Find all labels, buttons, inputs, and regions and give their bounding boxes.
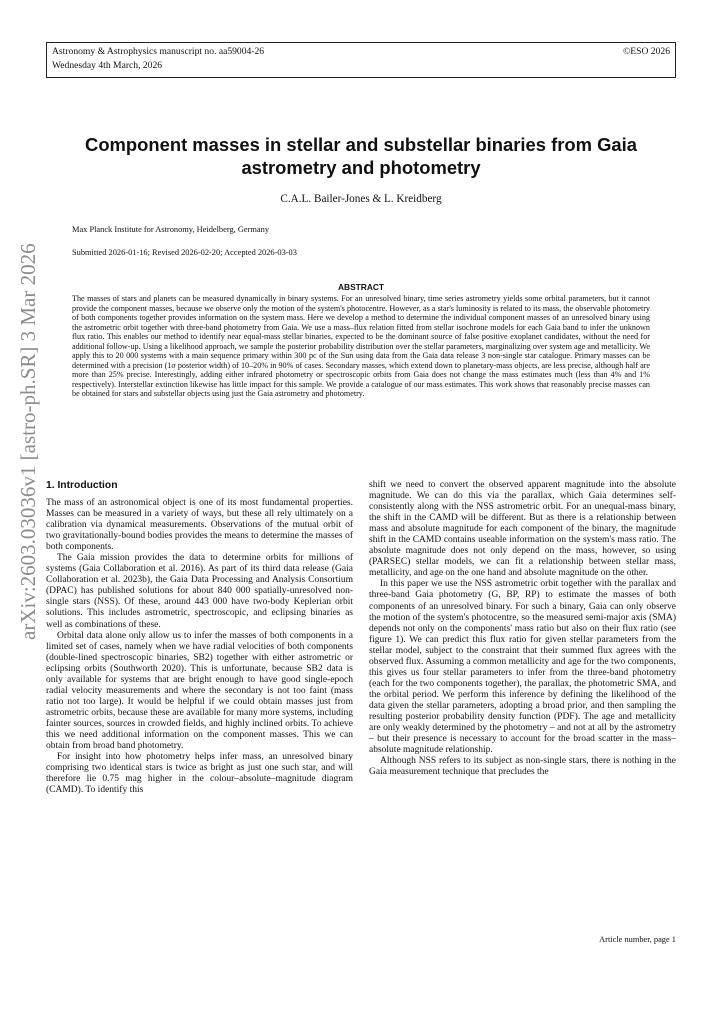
paragraph: For insight into how photometry helps infer mass, an unresolved binary comprising two identical stars is twice as bright as just one such star, and will therefore lie 0.75 mag higher in the colour–absolute–magnitude diagram (CAMD). To identify this xyxy=(46,752,353,796)
running-header xyxy=(46,42,676,78)
paragraph: In this paper we use the NSS astrometric orbit together with the parallax and three-band Gaia photometry (G, BP, RP) to estimate the masses of both components of an unresolved binary. For such a binary, Gaia can only observe the motion of the system's photocentre, so the measured semi-major axis (SMA) depends not only on the components' mass ratio but also on their flux ratio (see figure 1). We can predict this flux ratio for given stellar parameters from the stellar model, subject to the constraint that their summed flux agrees with the observed flux. Assuming a common metallicity and age for the two components, this gives us four stellar parameters to infer from the three-band photometry (each for the two components together), the parallax, the photometric SMA, and the orbital period. We perform this inference by defining the likelihood of the data given the stellar parameters, adopting a broad prior, and then sampling the resulting posterior probability density function (PDF). The age and metallicity are only weakly determined by the photometry – and not at all by the astrometry – but their presence is necessary to account for the broad scatter in the mass–absolute magnitude relationship. xyxy=(369,579,676,756)
submission-dates: Submitted 2026-01-16; Revised 2026-02-20; Accepted 2026-03-03 xyxy=(72,248,297,257)
paragraph: shift we need to convert the observed apparent magnitude into the absolute magnitude. We can do this via the parallax, which Gaia determines self-consistently along with the NSS astrometric orbit. For an unequal-mass binary, the shift in the CAMD will be different. But as there is a relationship between mass and absolute magnitude for each component of the binary, the magnitude shift in the CAMD contains useable information on the system's mass ratio. The absolute magnitude does not only depend on the mass, however, so using (PARSEC) stellar models, we can fit a relationship between stellar mass, metallicity, and age on the one hand and absolute magnitude on the other. xyxy=(369,480,676,579)
manuscript-line: Astronomy & Astrophysics manuscript no. aa59004-26 xyxy=(52,46,265,57)
page-footer: Article number, page 1 xyxy=(599,935,676,944)
authors: C.A.L. Bailer-Jones & L. Kreidberg xyxy=(280,193,442,205)
affiliation: Max Planck Institute for Astronomy, Heidelberg, Germany xyxy=(72,225,270,234)
left-column xyxy=(46,480,353,796)
paragraph: Although NSS refers to its subject as non-single stars, there is nothing in the Gaia measurement technique that precludes the xyxy=(369,756,676,778)
paper-title: Component masses in stellar and substellar binaries from Gaia astrometry and photometry xyxy=(85,134,637,178)
paragraph: The Gaia mission provides the data to determine orbits for millions of systems (Gaia Collaboration et al. 2016). As part of its third data release (Gaia Collaboration et al. 2023b), the Gaia Data Processing and Analysis Consortium (DPAC) has published solutions for about 840 000 spatially-unresolved non-single stars (NSS). Of these, around 443 000 have two-body Keplerian orbit solutions. This includes astrometric, spectroscopic, and eclipsing binaries as well as combinations of these. xyxy=(46,553,353,630)
paragraph: Orbital data alone only allow us to infer the masses of both components in a limited set of cases, namely when we have radial velocities of both components (double-lined spectroscopic binaries, SB2) together with either astrometric or eclipsing orbits (Southworth 2020). This is unfortunate, because SB2 data is only available for systems that are bright enough to have good single-epoch radial velocity measurements and where the secondary is not too faint (mass ratio not too large). It would be helpful if we could obtain masses just from astrometric orbits, because these are available for many more systems, including fainter sources, sources in crowded fields, and highly inclined orbits. To achieve this we need additional information on the component masses. This we can obtain from broad band photometry. xyxy=(46,630,353,752)
right-column xyxy=(369,480,676,778)
paragraph: The mass of an astronomical object is one of its most fundamental properties. Masses can be measured in a variety of ways, but these all rely ultimately on a calibration via dynamical measurements. Observations of the mutual orbit of two gravitationally-bound bodies provides the means to determine the masses of both components. xyxy=(46,498,353,553)
abstract-text: The masses of stars and planets can be measured dynamically in binary systems. For an unresolved binary, time series astrometry yields some orbital parameters, but it cannot provide the component masses, because we observe only the motion of the system's photocentre. However, as a star's luminosity is related to its mass, the observable photometry of both components together provides information on the system mass. Here we develop a method to determine the individual component masses of an unresolved binary using the astrometric orbit together with three-band photometry from Gaia. We use a mass–flux relation fitted from stellar isochrone models for each Gaia band to infer the unknown flux ratio. This enables our method to identify near equal-mass stellar binaries, expected to be the dominant source of false positive exoplanet candidates, without the need for additional follow-up. Using a likelihood approach, we sample the posterior probability distribution over the stellar parameters, marginalizing over system age and metallicity. We apply this to 20 000 systems with a main sequence primary within 300 pc of the Sun using data from the Gaia data release 3 non-single star catalogue. Primary masses can be determined with a precision (1σ posterior width) of 10–20% in 90% of cases. Secondary masses, which extend down to planetary-mass objects, are less precise, although half are more than 25% precise. Interestingly, adding either infrared photometry or spectroscopic orbits from Gaia does not change the mass estimates much (less than 4% and 1% respectively). Interstellar extinction likewise has little impact for this sample. We provide a catalogue of our mass estimates. This work shows that reasonably precise masses can be obtained for stars and substellar objects using just the Gaia astrometry and photometry. xyxy=(72,294,650,399)
copyright: ©ESO 2026 xyxy=(623,46,670,57)
arxiv-stamp: arXiv:2603.03036v1 [astro-ph.SR] 3 Mar 2026 xyxy=(16,243,40,640)
abstract-heading: ABSTRACT xyxy=(337,282,385,292)
date-line: Wednesday 4th March, 2026 xyxy=(52,60,163,71)
section-heading: 1. Introduction xyxy=(46,480,118,491)
